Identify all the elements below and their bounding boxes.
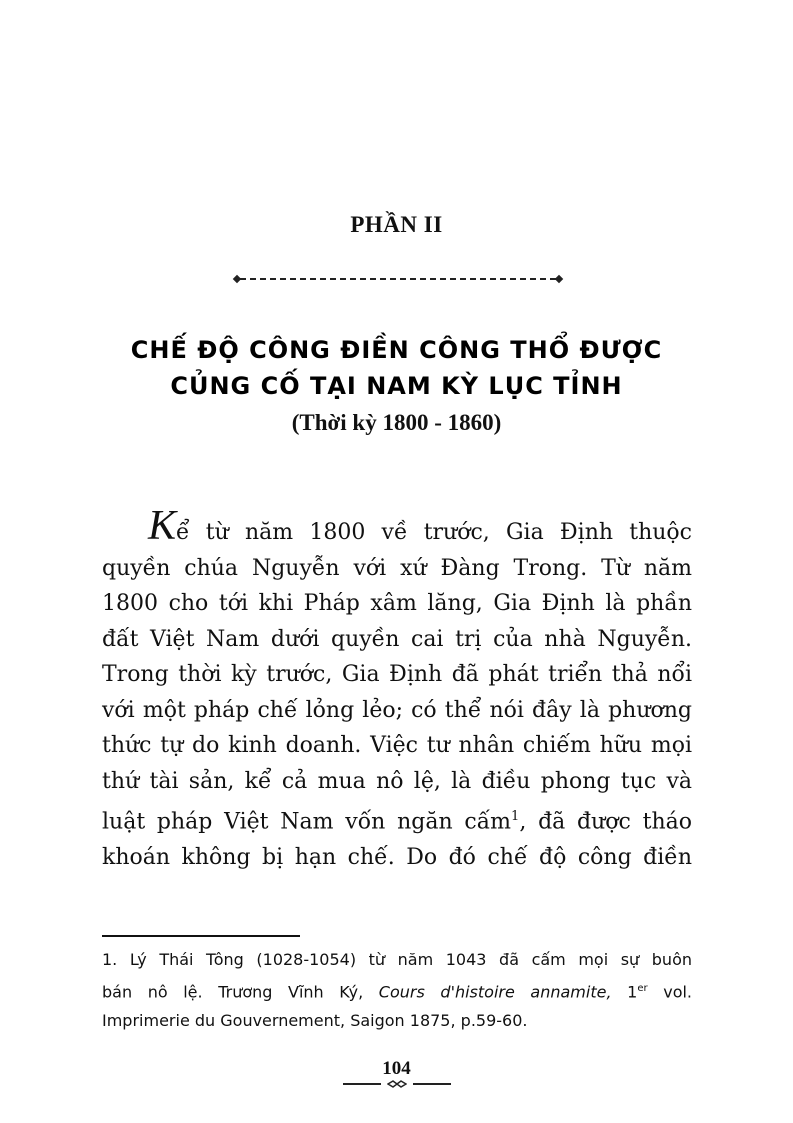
divider-dashed-line xyxy=(240,278,556,280)
body-line-9: luật pháp Việt Nam vốn ngăn cấm$^1$, đã được tháo xyxy=(102,809,692,835)
footnote-line-3: Imprimerie du Gouvernement, Saigon 1875, p.59-60. xyxy=(102,1011,528,1031)
body-line-3: 1800 cho tới khi Pháp xâm lăng, Gia Định là phần xyxy=(102,591,692,616)
drop-cap: K xyxy=(148,503,177,549)
chapter-subtitle: (Thời kỳ 1800 - 1860) xyxy=(291,410,502,435)
body-line-1: Kể từ năm 1800 về trước, Gia Định thuộc xyxy=(102,511,692,551)
body-line-7: thức tự do kinh doanh. Việc tư nhân chiếm hữu mọi xyxy=(102,733,692,758)
footnote xyxy=(102,945,692,1035)
body-line-2: quyền chúa Nguyễn với xứ Đàng Trong. Từ năm xyxy=(102,555,692,581)
footnote-line-1: 1. Lý Thái Tông (1028-1054) từ năm 1043 đã cấm mọi sự buôn xyxy=(102,950,692,969)
part-label: PHẦN II xyxy=(350,212,443,237)
chapter-title-line-2: CỦNG CỐ TẠI NAM KỲ LỤC TỈNH xyxy=(170,372,623,400)
page-number-ornament xyxy=(343,1080,451,1088)
ornament-flourish-icon xyxy=(387,1080,407,1088)
divider-dot-right xyxy=(555,275,563,283)
ornament-bar-left xyxy=(343,1083,381,1085)
ornament-bar-right xyxy=(413,1083,451,1085)
footnote-book-title: Cours d'histoire annamite, xyxy=(378,982,612,1002)
body-line-8: thứ tài sản, kể cả mua nô lệ, là điều phong tục và xyxy=(102,768,692,794)
chapter-title-line-1: CHẾ ĐỘ CÔNG ĐIỀN CÔNG THỔ ĐƯỢC xyxy=(130,336,663,364)
body-line-5: Trong thời kỳ trước, Gia Định đã phát triển thả nổi xyxy=(102,662,692,687)
body-line-10: khoán không bị hạn chế. Do đó chế độ công điền xyxy=(102,844,692,870)
body-line-4: đất Việt Nam dưới quyền cai trị của nhà Nguyễn. xyxy=(102,626,692,652)
dotted-divider xyxy=(234,276,562,282)
page-number: 104 xyxy=(382,1058,411,1079)
body-line-6: với một pháp chế lỏng lẻo; có thể nói đây là phương xyxy=(102,697,692,723)
footnote-separator xyxy=(102,935,300,937)
footnote-ref: 1 xyxy=(511,809,520,824)
footnote-line-2: bán nô lệ. Trương Vĩnh Ký, Cours d'histoire annamite, 1er vol. xyxy=(102,982,693,1002)
body-paragraph xyxy=(102,503,692,875)
